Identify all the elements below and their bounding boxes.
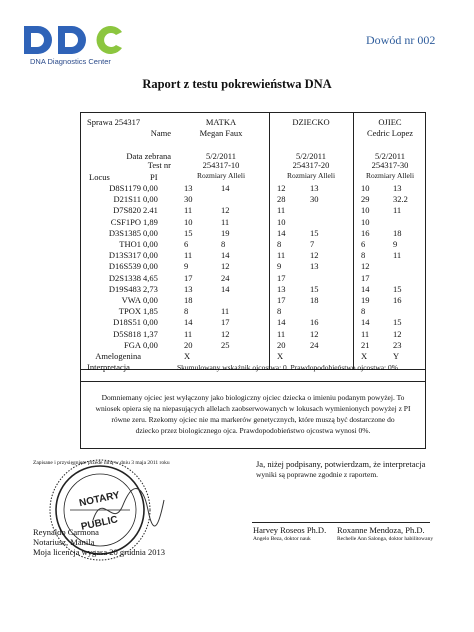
child-allele-1: 12	[277, 183, 286, 193]
divider-mother	[269, 113, 270, 369]
child-allele-1: 9	[277, 261, 282, 272]
child-allele-2: 30	[310, 194, 319, 205]
mother-allele-2: 17	[221, 317, 230, 328]
locus-name: D16S539	[108, 261, 141, 272]
mother-allele-1: 13	[184, 283, 193, 294]
signer-2-name: Roxanne Mendoza, Ph.D.	[337, 525, 425, 535]
locus-name: D7S820	[113, 205, 141, 216]
pi-value: 0,00	[143, 194, 158, 205]
father-allele-1: 17	[361, 272, 370, 283]
pi-header: PI	[150, 172, 158, 182]
mother-allele-1: 30	[184, 194, 193, 205]
mother-allele-1: 17	[184, 272, 193, 283]
locus-name: D8S1179	[109, 183, 141, 193]
locus-header: Locus	[89, 172, 110, 182]
interpretation-summary: Skumulowany wskaźnik ojcostwa: 0. Prawdopodobieństwo ojcostwa: 0%	[177, 363, 399, 372]
pi-value: 1,85	[143, 306, 158, 317]
mother-allele-2: 14	[221, 283, 230, 294]
child-allele-1: 13	[277, 283, 286, 294]
child-allele-2: 15	[310, 283, 319, 294]
interpretation-label: Interpretacja	[87, 362, 130, 372]
pi-value: 2,73	[143, 283, 158, 294]
child-allele-1: 11	[277, 250, 286, 261]
father-test-no: 254317-30	[371, 160, 409, 170]
father-allele-2: Y	[393, 351, 400, 361]
notary-signature	[88, 480, 168, 540]
father-allele-1: 11	[361, 328, 370, 339]
mother-allele-1: X	[184, 351, 191, 361]
father-allele-2: 12	[393, 328, 402, 339]
child-allele-2: 12	[310, 328, 319, 339]
father-allele-2: 13	[393, 183, 402, 193]
father-allele-1: 14	[361, 317, 370, 328]
mother-allele-1: 6	[184, 239, 189, 249]
child-allele-2: 18	[310, 295, 319, 305]
child-allele-1: 17	[277, 272, 286, 283]
mother-allele-2: 24	[221, 272, 230, 283]
father-allele-2: 16	[393, 295, 402, 305]
notary-name: Reynaldo Carmona	[33, 527, 99, 537]
father-allele-2: 18	[393, 227, 402, 238]
father-allele-1: 6	[361, 239, 366, 249]
pi-value: 2.41	[143, 205, 158, 216]
pi-value: 0,00	[143, 183, 158, 193]
child-allele-1: 11	[277, 328, 286, 339]
father-allele-1: 10	[361, 216, 370, 227]
mother-allele-2: 14	[221, 183, 230, 193]
father-date: 5/2/2011	[375, 151, 405, 161]
seal-bottom-text: PUBLIC	[80, 514, 119, 533]
pi-value: 0,00	[143, 261, 158, 272]
interpretation-line-4: dziecko przez biologicznego ojca. Prawdopodobieństwo ojcostwa wynosi 0%.	[135, 426, 371, 435]
pi-value: 0,00	[143, 250, 158, 261]
mother-allele-2: 19	[221, 227, 230, 238]
report-title: Raport z testu pokrewieństwa DNA	[142, 77, 332, 91]
mother-allele-1: 11	[184, 250, 193, 261]
locus-name: D13S317	[108, 250, 141, 261]
pi-value: 1,37	[143, 328, 158, 339]
signer-1-name: Harvey Roseos Ph.D.	[253, 525, 327, 535]
father-allele-1: 29	[361, 194, 370, 205]
mother-allele-1: 14	[184, 317, 193, 328]
mother-allele-2: 8	[221, 239, 226, 249]
interpretation-line-2: wniosek opiera się na niepasujących allelach zaobserwowanych w lokusach wymienionych powyżej z PI	[95, 404, 411, 413]
child-allele-1: 8	[277, 306, 282, 317]
case-label: Sprawa 254317	[87, 117, 141, 127]
child-date: 5/2/2011	[296, 151, 326, 161]
father-allele-1: 8	[361, 306, 366, 317]
locus-name: D2S1338	[108, 272, 141, 283]
document-number: Dowód nr 002	[366, 33, 436, 47]
father-allele-1: 12	[361, 261, 370, 272]
logo-subtitle: DNA Diagnostics Center	[30, 57, 111, 66]
mother-allele-1: 20	[184, 339, 193, 350]
child-allele-2: 13	[310, 183, 319, 193]
locus-name: D19S483	[108, 283, 141, 294]
child-allele-1: 10	[277, 216, 286, 227]
collection-label: Data zebrana	[126, 151, 171, 161]
notary-title: Notariusz, Manila	[33, 537, 95, 547]
father-allele-1: 21	[361, 339, 370, 350]
child-allele-header: Rozmiary Alleli	[286, 171, 336, 180]
child-allele-2: 7	[310, 239, 315, 249]
locus-name: D21S11	[113, 194, 141, 205]
father-allele-1: X	[361, 351, 368, 361]
mother-allele-2: 12	[221, 205, 230, 216]
pi-value: 4,65	[143, 272, 158, 283]
pi-value: 0,00	[143, 317, 158, 328]
interpretation-line-1: Domniemany ojciec jest wyłączony jako biologiczny ojciec dziecka o imieniu podanym powyżej. To	[101, 393, 405, 402]
mother-allele-1: 8	[184, 306, 189, 317]
mother-allele-1: 10	[184, 216, 193, 227]
father-allele-1: 19	[361, 295, 370, 305]
locus-name: D3S1385	[108, 227, 141, 238]
locus-name: CSF1PO	[110, 216, 141, 227]
pi-value: 0,00	[143, 339, 158, 350]
father-allele-2: 11	[393, 205, 402, 216]
signer-2-title: Rechelle Ann Salonga, doktor habilitowany	[337, 536, 434, 542]
child-allele-1: 20	[277, 339, 286, 350]
divider-paragraph	[81, 381, 425, 382]
father-allele-2: 9	[393, 239, 398, 249]
mother-allele-2: 11	[221, 216, 230, 227]
attestation-line-1: Ja, niżej podpisany, potwierdzam, że interpretacja	[256, 459, 426, 469]
father-allele-1: 16	[361, 227, 370, 238]
notary-statement: Zapisane i przysięgnięte przede mną w dniu 3 maja 2011 roku	[33, 460, 170, 466]
pi-value: 0,00	[143, 239, 158, 249]
mother-role: MATKA	[205, 117, 237, 127]
mother-allele-2: 12	[221, 261, 230, 272]
father-allele-2: 32.2	[393, 194, 408, 205]
father-allele-header: Rozmiary Alleli	[365, 171, 415, 180]
father-allele-1: 10	[361, 205, 370, 216]
father-allele-2: 15	[393, 283, 402, 294]
test-label: Test nr	[147, 160, 171, 170]
signer-1-title: Angelo Beza, doktor nauk	[253, 536, 311, 542]
mother-allele-1: 11	[184, 328, 193, 339]
locus-name: FGA	[123, 339, 141, 350]
father-allele-2: 15	[393, 317, 402, 328]
mother-allele-1: 15	[184, 227, 193, 238]
child-allele-2: 15	[310, 227, 319, 238]
child-allele-2: 12	[310, 250, 319, 261]
child-allele-1: 14	[277, 227, 286, 238]
father-allele-1: 10	[361, 183, 370, 193]
signature-line-2	[336, 522, 430, 523]
father-allele-2: 23	[393, 339, 402, 350]
mother-allele-2: 25	[221, 339, 230, 350]
father-allele-1: 14	[361, 283, 370, 294]
locus-name: THO1	[119, 239, 141, 249]
mother-name: Megan Faux	[199, 128, 243, 138]
mother-allele-1: 18	[184, 295, 193, 305]
mother-date: 5/2/2011	[206, 151, 236, 161]
father-allele-1: 8	[361, 250, 366, 261]
mother-allele-header: Rozmiary Alleli	[196, 171, 246, 180]
child-role: DZIECKO	[292, 117, 330, 127]
mother-allele-2: 14	[221, 250, 230, 261]
mother-test-no: 254317-10	[202, 160, 240, 170]
father-role: OJIEC	[378, 117, 402, 127]
child-allele-1: 14	[277, 317, 286, 328]
pi-value: 0,00	[143, 295, 158, 305]
seal-top-text: NOTARY	[78, 489, 121, 510]
pi-value: 0,00	[143, 227, 158, 238]
mother-allele-2: 11	[221, 306, 230, 317]
father-name: Cedric Lopez	[366, 128, 414, 138]
mother-allele-1: 13	[184, 183, 193, 193]
child-allele-1: 28	[277, 194, 286, 205]
interpretation-line-3: równe zeru. Rzekomy ojciec nie ma markerów genetycznych, które muszą być dostarczone do	[111, 415, 395, 424]
child-allele-1: X	[277, 351, 284, 361]
locus-name: Amelogenina	[95, 351, 141, 361]
locus-name: D5S818	[113, 328, 141, 339]
mother-allele-1: 9	[184, 261, 189, 272]
child-allele-2: 24	[310, 339, 319, 350]
name-label: Name	[150, 128, 171, 138]
child-allele-1: 11	[277, 205, 286, 216]
pi-value: 1,89	[143, 216, 158, 227]
father-allele-2: 11	[393, 250, 402, 261]
child-allele-1: 8	[277, 239, 282, 249]
mother-allele-1: 11	[184, 205, 193, 216]
notary-license: Moja licencja wygasa 20 grudnia 2013	[33, 547, 165, 557]
locus-name: TPOX	[118, 306, 141, 317]
child-allele-1: 17	[277, 295, 286, 305]
signature-line-1	[252, 522, 336, 523]
divider-father	[353, 113, 354, 369]
locus-name: D18S51	[113, 317, 141, 328]
child-allele-2: 13	[310, 261, 319, 272]
child-test-no: 254317-20	[292, 160, 330, 170]
attestation-line-2: wyniki są poprawne zgodnie z raportem.	[256, 470, 379, 479]
child-allele-2: 16	[310, 317, 319, 328]
mother-allele-2: 12	[221, 328, 230, 339]
locus-name: VWA	[121, 295, 141, 305]
